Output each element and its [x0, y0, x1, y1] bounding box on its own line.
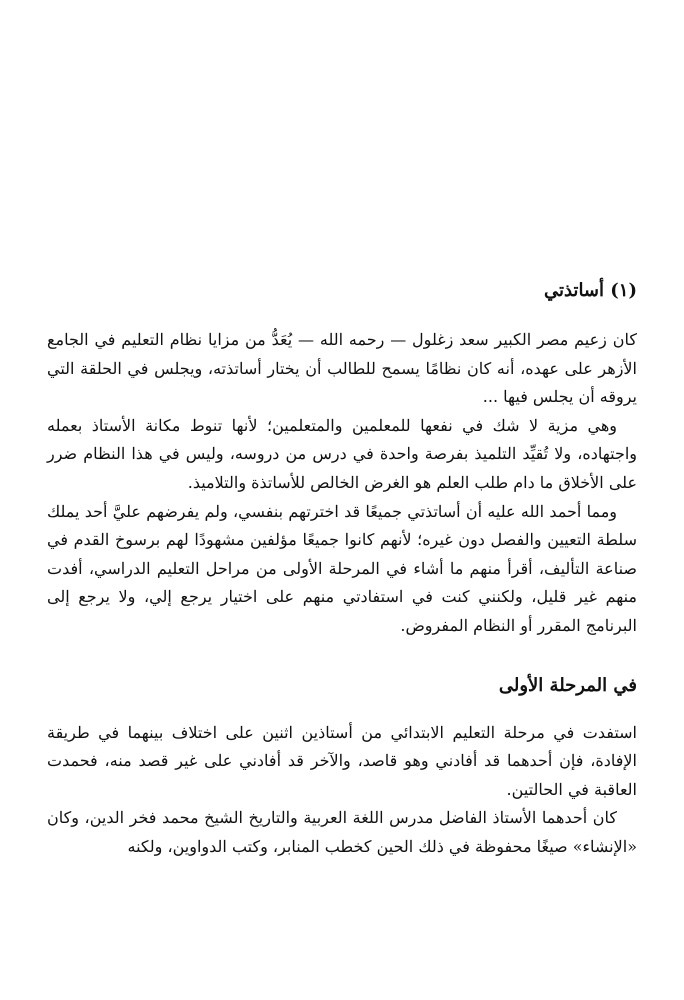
paragraph: وهي مزية لا شك في نفعها للمعلمين والمتعلمين؛ لأنها تنوط مكانة الأستاذ بعمله واجتهاده، ولا تُقيِّد التلميذ بفرصة واحدة في درس من دروسه، وليس في هذا النظام ضرر على الأخلاق ما دام طلب العلم هو الغرض الخالص للأساتذة والتلاميذ.	[47, 415, 637, 492]
paragraph: كان زعيم مصر الكبير سعد زغلول — رحمه الله — يُعَدُّ من مزايا نظام التعليم في الجامع الأزهر على عهده، أنه كان نظامًا يسمح للطالب أن يختار أساتذته، ويجلس في الحلقة التي يروقه أن يجلس فيها ...	[47, 330, 637, 407]
section-heading-first-stage: في المرحلة الأولى	[498, 674, 637, 696]
paragraph: ومما أحمد الله عليه أن أساتذتي جميعًا قد اخترتهم بنفسي، ولم يفرضهم عليَّ أحد يملك سلطة التعيين والفصل دون غيره؛ لأنهم كانوا جميعًا مؤلفين مشهودًا لهم برسوخ القدم في صناعة التأليف، أقرأ منهم ما أشاء في المرحلة الأولى من مراحل التعليم الدراسي، أفدت منهم غير قليل، ولكنني كنت في استفادتي منهم على اختيار يرجع إلي، ولا يرجع إلى البرنامج المقرر أو النظام المفروض.	[47, 501, 638, 635]
page-content	[47, 276, 637, 862]
paragraph: استفدت في مرحلة التعليم الابتدائي من أستاذين اثنين على اختلاف بينهما في طريقة الإفادة، فإن أحدهما قد أفادني وهو قاصد، والآخر قد أفادني على غير قصد منه، فحمدت العاقبة في الحالتين.	[47, 722, 637, 799]
section-heading-my-teachers: (١) أساتذتي	[543, 280, 637, 301]
paragraph: كان أحدهما الأستاذ الفاضل مدرس اللغة العربية والتاريخ الشيخ محمد فخر الدين، وكان «الإنشاء» صيغًا محفوظة في ذلك الحين كخطب المنابر، وكتب الدواوين، ولكنه	[47, 808, 637, 856]
